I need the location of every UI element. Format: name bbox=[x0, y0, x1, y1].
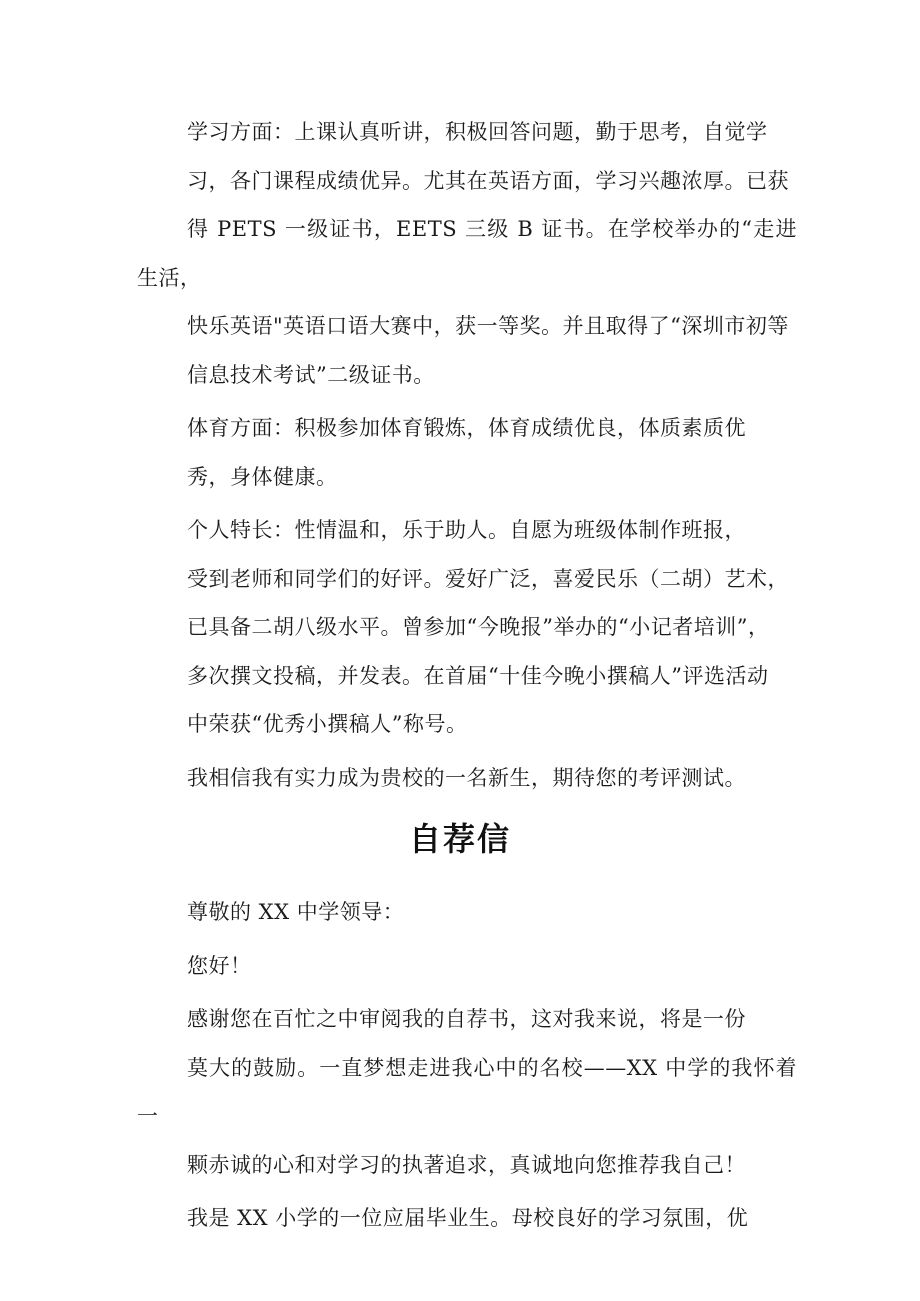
text-line: 快乐英语"英语口语大赛中，获一等奖。并且取得了“深圳市初等 bbox=[187, 314, 789, 338]
letter-body bbox=[137, 888, 797, 1248]
resume-section bbox=[137, 108, 797, 807]
text-line: 我相信我有实力成为贵校的一名新生，期待您的考评测试。 bbox=[187, 765, 746, 790]
text-line: 信息技术考试”二级证书。 bbox=[187, 362, 435, 387]
text-line: 个人特长：性情温和，乐于助人。自愿为班级体制作班报， bbox=[187, 518, 746, 542]
greeting bbox=[137, 942, 797, 991]
text-line: 已具备二胡八级水平。曾参加“今晚报”举办的“小记者培训”， bbox=[187, 615, 770, 639]
text-line: 我是 XX 小学的一位应届毕业生。母校良好的学习氛围，优 bbox=[187, 1206, 749, 1230]
text-line: 尊敬的 XX 中学领导： bbox=[187, 900, 405, 924]
salutation bbox=[137, 888, 797, 937]
text-line: 中荣获“优秀小撰稿人”称号。 bbox=[187, 712, 468, 736]
text-line: 秀，身体健康。 bbox=[187, 464, 338, 489]
text-line: 感谢您在百忙之中审阅我的自荐书，这对我来说，将是一份 bbox=[187, 1007, 746, 1031]
text-line: 多次撰文投稿，并发表。在首届“十佳今晚小撰稿人”评选活动 bbox=[187, 663, 769, 688]
specialty-paragraph bbox=[137, 506, 797, 749]
text-line: 颗赤诚的心和对学习的执著追求，真诚地向您推荐我自己！ bbox=[187, 1152, 746, 1177]
study-paragraph bbox=[137, 108, 797, 399]
text-line: 学习方面：上课认真听讲，积极回答问题，勤于思考，自觉学 bbox=[187, 120, 768, 144]
text-line: 受到老师和同学们的好评。爱好广泛，喜爱民乐（二胡）艺术， bbox=[187, 566, 789, 591]
intro-paragraph bbox=[137, 1194, 797, 1243]
text-line: 习，各门课程成绩优异。尤其在英语方面，学习兴趣浓厚。已获 bbox=[187, 168, 789, 193]
closing-paragraph bbox=[137, 754, 797, 803]
thanks-paragraph bbox=[137, 995, 797, 1189]
text-line: 莫大的鼓励。一直梦想走进我心中的名校——XX 中学的我怀着一 bbox=[137, 1055, 797, 1128]
text-line: 您好！ bbox=[187, 953, 252, 978]
text-line: 体育方面：积极参加体育锻炼，体育成绩优良，体质素质优 bbox=[187, 416, 746, 440]
sports-paragraph bbox=[137, 404, 797, 501]
text-line: 得 PETS 一级证书，EETS 三级 B 证书。在学校举办的“走进生活， bbox=[137, 217, 797, 290]
letter-title: 自荐信 bbox=[408, 820, 511, 859]
